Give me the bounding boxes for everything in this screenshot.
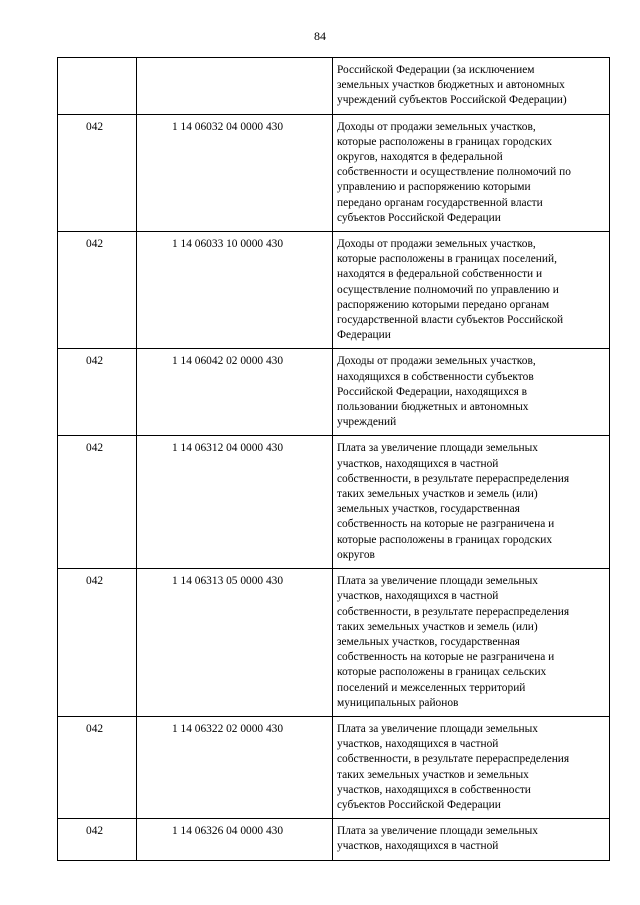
revenue-name-line: учреждений bbox=[337, 416, 397, 429]
revenue-name-line: осуществление полномочий по управлению и bbox=[337, 283, 559, 296]
revenue-name-line: участков, находящихся в частной bbox=[337, 457, 499, 470]
revenue-name-line: Доходы от продажи земельных участков, bbox=[337, 120, 536, 133]
revenue-name-line: Плата за увеличение площади земельных bbox=[337, 575, 538, 588]
revenue-name-cell bbox=[333, 349, 610, 436]
revenue-name-cell bbox=[333, 436, 610, 569]
revenue-name-line: муниципальных районов bbox=[337, 696, 459, 709]
revenue-name-line: пользовании бюджетных и автономных bbox=[337, 401, 529, 414]
table-row bbox=[58, 58, 610, 115]
revenue-name-line: Доходы от продажи земельных участков, bbox=[337, 355, 536, 368]
budget-classification-code-cell: 1 14 06033 10 0000 430 bbox=[137, 232, 333, 349]
revenue-name-cell bbox=[333, 114, 610, 231]
revenue-name-line: Российской Федерации (за исключением bbox=[337, 64, 535, 76]
revenue-name-line: собственности, в результате перераспределения bbox=[337, 605, 570, 618]
revenue-name-line: участков, находящихся в частной bbox=[337, 738, 499, 751]
revenue-name-line: Доходы от продажи земельных участков, bbox=[337, 238, 536, 251]
revenue-name-line: передано органам государственной власти bbox=[337, 196, 543, 209]
revenue-name-line: участков, находящихся в собственности bbox=[337, 783, 531, 796]
table-row bbox=[58, 232, 610, 349]
revenue-name-line: управлению и распоряжению которыми bbox=[337, 181, 531, 194]
revenue-name-line: земельных участков, государственная bbox=[337, 503, 520, 516]
revenue-name-cell bbox=[333, 569, 610, 717]
admin-code-cell: 042 bbox=[58, 569, 137, 717]
revenue-name-line: Плата за увеличение площади земельных bbox=[337, 442, 538, 455]
revenue-name-line: собственность на которые не разграничена и bbox=[337, 651, 555, 664]
admin-code-cell: 042 bbox=[58, 436, 137, 569]
table-body bbox=[58, 58, 610, 861]
revenue-name-line: округов, находятся в федеральной bbox=[337, 151, 503, 164]
revenue-name-line: субъектов Российской Федерации bbox=[337, 211, 501, 224]
revenue-name-line: таких земельных участков и земель (или) bbox=[337, 620, 538, 633]
revenue-name-cell bbox=[333, 232, 610, 349]
revenue-name-line: которые расположены в границах городских bbox=[337, 533, 553, 546]
revenue-name-line: участков, находящихся в частной bbox=[337, 590, 499, 603]
admin-code-cell: 042 bbox=[58, 232, 137, 349]
table-row bbox=[58, 819, 610, 860]
revenue-name-line: которые расположены в границах поселений, bbox=[337, 253, 557, 266]
revenue-name-line: находящихся в собственности субъектов bbox=[337, 370, 534, 383]
revenue-name-cell bbox=[333, 819, 610, 860]
revenue-name-line: земельных участков, государственная bbox=[337, 635, 520, 648]
revenue-name-line: которые расположены в границах сельских bbox=[337, 666, 547, 679]
revenue-name-line: округов bbox=[337, 548, 375, 561]
admin-code-cell: 042 bbox=[58, 819, 137, 860]
budget-codes-table bbox=[57, 57, 610, 861]
budget-classification-code-cell: 1 14 06032 04 0000 430 bbox=[137, 114, 333, 231]
budget-classification-code-cell: 1 14 06312 04 0000 430 bbox=[137, 436, 333, 569]
budget-classification-code-cell: 1 14 06322 02 0000 430 bbox=[137, 716, 333, 818]
revenue-name-line: Плата за увеличение площади земельных bbox=[337, 722, 538, 735]
admin-code-cell: 042 bbox=[58, 716, 137, 818]
revenue-name-line: распоряжению которыми передано органам bbox=[337, 298, 550, 311]
table-row bbox=[58, 716, 610, 818]
revenue-name-line: Российской Федерации, находящихся в bbox=[337, 385, 528, 398]
admin-code-cell bbox=[58, 58, 137, 115]
budget-classification-code-cell bbox=[137, 58, 333, 115]
revenue-name-line: собственности и осуществление полномочий по bbox=[337, 166, 571, 179]
budget-classification-code-cell: 1 14 06313 05 0000 430 bbox=[137, 569, 333, 717]
table-row bbox=[58, 436, 610, 569]
revenue-name-line: таких земельных участков и земель (или) bbox=[337, 488, 538, 501]
revenue-name-line: поселений и межселенных территорий bbox=[337, 681, 526, 694]
revenue-name-line: собственности, в результате перераспределения bbox=[337, 753, 570, 766]
admin-code-cell: 042 bbox=[58, 114, 137, 231]
revenue-name-cell bbox=[333, 58, 610, 115]
budget-classification-code-cell: 1 14 06326 04 0000 430 bbox=[137, 819, 333, 860]
table-row bbox=[58, 349, 610, 436]
revenue-name-line: субъектов Российской Федерации bbox=[337, 798, 501, 811]
revenue-name-line: учреждений субъектов Российской Федерации) bbox=[337, 94, 567, 107]
budget-classification-code-cell: 1 14 06042 02 0000 430 bbox=[137, 349, 333, 436]
revenue-name-cell bbox=[333, 716, 610, 818]
revenue-name-line: собственность на которые не разграничена и bbox=[337, 518, 555, 531]
revenue-name-line: которые расположены в границах городских bbox=[337, 135, 553, 148]
revenue-name-line: Плата за увеличение площади земельных bbox=[337, 825, 538, 838]
revenue-name-line: таких земельных участков и земельных bbox=[337, 768, 529, 781]
revenue-name-line: собственности, в результате перераспределения bbox=[337, 472, 570, 485]
table-row bbox=[58, 569, 610, 717]
revenue-name-line: участков, находящихся в частной bbox=[337, 840, 499, 853]
revenue-name-line: Федерации bbox=[337, 329, 391, 342]
table-row bbox=[58, 114, 610, 231]
revenue-name-line: находятся в федеральной собственности и bbox=[337, 268, 543, 281]
page-number: 84 bbox=[314, 29, 326, 43]
admin-code-cell: 042 bbox=[58, 349, 137, 436]
revenue-name-line: земельных участков бюджетных и автономных bbox=[337, 79, 565, 92]
revenue-name-line: государственной власти субъектов Российской bbox=[337, 314, 564, 327]
